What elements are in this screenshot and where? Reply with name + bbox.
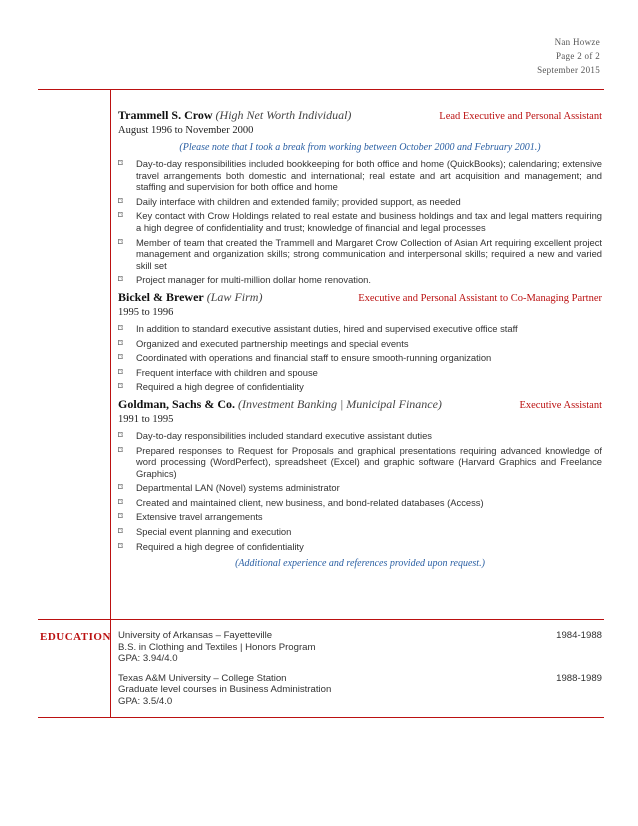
list-item: ⌑ Prepared responses to Request for Proposals and graphical presentations requiring advanced knowledge of word processing (WordPerfect), spreadsheet (Excel) and graphic software (Harvard Graphics and Freelance Graphics) bbox=[118, 444, 602, 479]
list-item: ⌑ Extensive travel arrangements bbox=[118, 511, 263, 523]
job-header bbox=[118, 290, 602, 305]
education-label: EDUCATION bbox=[40, 631, 111, 643]
school-years: 1984-1988 bbox=[556, 630, 602, 641]
bullet-icon: ⌑ bbox=[118, 337, 123, 348]
list-item: ⌑ Special event planning and execution bbox=[118, 526, 292, 538]
top-divider bbox=[38, 89, 604, 90]
job-title: Executive Assistant bbox=[519, 399, 602, 411]
bullet-icon: ⌑ bbox=[118, 429, 123, 440]
bullet-icon: ⌑ bbox=[118, 236, 123, 247]
job-entry bbox=[118, 397, 602, 552]
list-item: ⌑ Created and maintained client, new business, and bond-related databases (Access) bbox=[118, 496, 484, 508]
job-note: (Please note that I took a break from working between October 2000 and February 2001.) bbox=[179, 142, 541, 153]
additional-note: (Additional experience and references provided upon request.) bbox=[235, 558, 485, 570]
author-name: Nan Howze bbox=[554, 37, 600, 47]
bullet-icon: ⌑ bbox=[118, 352, 123, 363]
company-description: (High Net Worth Individual) bbox=[215, 108, 352, 122]
bullet-icon: ⌑ bbox=[118, 274, 123, 285]
company-name: Bickel & Brewer bbox=[118, 289, 204, 304]
header-date: September 2015 bbox=[537, 65, 600, 75]
list-item: ⌑ In addition to standard executive assistant duties, hired and supervised executive office staff bbox=[118, 322, 518, 334]
list-item: ⌑ Required a high degree of confidentiality bbox=[118, 540, 304, 552]
education-section bbox=[118, 630, 602, 716]
list-item: ⌑ Member of team that created the Trammell and Margaret Crow Collection of Asian Art requiring excellent project management and organization skills; strong communication and interpersonal skills; required a new and varied skill set bbox=[118, 236, 602, 271]
list-item: ⌑ Frequent interface with children and spouse bbox=[118, 366, 318, 378]
list-item: ⌑ Coordinated with operations and financial staff to ensure smooth-running organization bbox=[118, 352, 492, 364]
page-header bbox=[537, 35, 600, 77]
bullet-icon: ⌑ bbox=[118, 158, 123, 168]
bullet-icon: ⌑ bbox=[118, 195, 123, 206]
job-bullets bbox=[118, 323, 602, 393]
list-item: ⌑ Key contact with Crow Holdings related to real estate and business holdings and tax and legal matters requiring a high degree of confidentiality and trust; knowledge of financial and legal processes bbox=[118, 210, 602, 233]
bullet-icon: ⌑ bbox=[118, 540, 123, 551]
education-entry bbox=[118, 673, 602, 708]
gpa: GPA: 3.5/4.0 bbox=[118, 695, 173, 707]
gpa: GPA: 3.94/4.0 bbox=[118, 653, 178, 665]
education-bottom-divider bbox=[38, 717, 604, 718]
school-name: University of Arkansas – Fayetteville bbox=[118, 630, 273, 641]
experience-column-divider bbox=[110, 89, 111, 619]
job-header bbox=[118, 397, 602, 412]
list-item: ⌑ Departmental LAN (Novel) systems administrator bbox=[118, 482, 340, 494]
page-number: Page 2 of 2 bbox=[555, 51, 600, 61]
job-entry bbox=[118, 108, 602, 286]
bullet-icon: ⌑ bbox=[118, 381, 123, 392]
job-dates: 1995 to 1996 bbox=[118, 306, 174, 318]
job-title: Lead Executive and Personal Assistant bbox=[439, 111, 602, 122]
bullet-icon: ⌑ bbox=[118, 322, 123, 333]
bullet-icon: ⌑ bbox=[118, 210, 123, 221]
job-bullets bbox=[118, 430, 602, 552]
company-description: (Law Firm) bbox=[206, 289, 263, 304]
list-item: ⌑ Project manager for multi-million dollar home renovation. bbox=[118, 274, 371, 286]
bullet-icon: ⌑ bbox=[118, 526, 123, 537]
list-item: ⌑ Organized and executed partnership meetings and special events bbox=[118, 337, 409, 349]
bullet-icon: ⌑ bbox=[118, 366, 123, 377]
degree: Graduate level courses in Business Administration bbox=[118, 684, 332, 696]
school-name: Texas A&M University – College Station bbox=[118, 672, 287, 684]
list-item: ⌑ Daily interface with children and extended family; provided support, as needed bbox=[118, 195, 461, 207]
bullet-icon: ⌑ bbox=[118, 496, 123, 507]
bullet-icon: ⌑ bbox=[118, 511, 123, 522]
job-dates: 1991 to 1995 bbox=[118, 413, 174, 425]
job-dates: August 1996 to November 2000 bbox=[118, 125, 254, 136]
degree: B.S. in Clothing and Textiles | Honors Program bbox=[118, 641, 316, 653]
experience-section bbox=[118, 108, 602, 573]
job-entry bbox=[118, 290, 602, 393]
bullet-icon: ⌑ bbox=[118, 482, 123, 493]
education-entry bbox=[118, 630, 602, 665]
list-item: ⌑ Day-to-day responsibilities included standard executive assistant duties bbox=[118, 429, 432, 441]
company-name: Goldman, Sachs & Co. bbox=[118, 396, 236, 411]
bullet-icon: ⌑ bbox=[118, 444, 123, 455]
job-title: Executive and Personal Assistant to Co-Managing Partner bbox=[358, 292, 602, 304]
list-item: ⌑ Required a high degree of confidentiality bbox=[118, 381, 304, 393]
company-name: Trammell S. Crow bbox=[118, 108, 213, 122]
school-years: 1988-1989 bbox=[556, 672, 602, 684]
list-item: ⌑ Day-to-day responsibilities included bookkeeping for both office and home (QuickBooks); calendaring; extensive travel arrangements both domestic and international; real estate and art acquisition and management; and staffing and supervision for both office and home bbox=[118, 158, 602, 193]
education-top-divider bbox=[38, 619, 604, 620]
job-bullets bbox=[118, 158, 602, 286]
company-description: (Investment Banking | Municipal Finance) bbox=[238, 396, 442, 411]
job-header bbox=[118, 108, 602, 123]
